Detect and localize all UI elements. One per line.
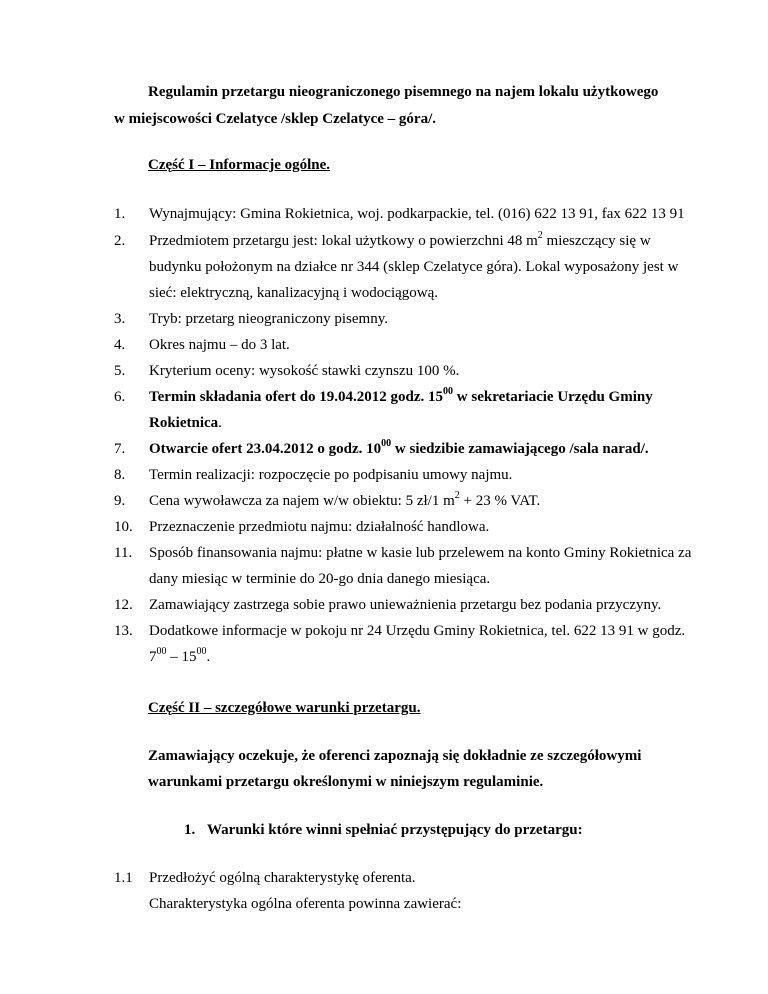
item-number: 1. — [114, 206, 126, 222]
paragraph-number: 1.1 — [114, 870, 133, 886]
item-text-line2: $7^{00} - 15^{00}$. — [149, 646, 211, 665]
item-number: 5. — [114, 363, 126, 379]
paragraph-text: Przedłożyć ogólną charakterystykę oferenta. — [149, 870, 416, 886]
item-text: Cena wywoławcza za najem w/w obiektu: 5 zł/1 $m^2 + 23$ % VAT. — [149, 490, 541, 509]
item-text: Okres najmu – do 3 lat. — [149, 337, 290, 353]
item-number: 11. — [114, 545, 133, 561]
item-number: 3. — [114, 311, 126, 327]
section-title: Warunki które winni spełniać przystępujący do przetargu: — [207, 822, 583, 838]
item-text: Zamawiający zastrzega sobie prawo unieważnienia przetargu bez podania przyczyny. — [149, 597, 662, 613]
item-text: Kryterium oceny: wysokość stawki czynszu 100 %. — [149, 363, 460, 379]
item-text-line2: Rokietnica. — [149, 415, 222, 431]
item-number: 12. — [114, 597, 133, 613]
item-number: 4. — [114, 337, 126, 353]
item-text-line3: sieć: elektryczną, kanalizacyjną i wodociągową. — [149, 285, 439, 301]
section-number: 1. — [184, 822, 196, 838]
item-text: Sposób finansowania najmu: płatne w kasie lub przelewem na konto Gminy Rokietnica za — [149, 545, 692, 561]
part1-heading: Część I – Informacje ogólne. — [148, 157, 331, 173]
item-number: 7. — [114, 441, 126, 457]
item-number: 9. — [114, 493, 126, 509]
document-title-line2: w miejscowości Czelatyce /sklep Czelatyce – góra/. — [114, 111, 436, 127]
item-number: 8. — [114, 467, 126, 483]
item-text: Dodatkowe informacje w pokoju nr 24 Urzędu Gminy Rokietnica, tel. 622 13 91 w godz. — [149, 623, 686, 639]
item-text: Otwarcie ofert 23.04.2012 o godz. $10^{00}$ w siedzibie zamawiającego /sala narad/. — [149, 438, 649, 457]
item-text-line2: budynku położonym na działce nr 344 (sklep Czelatyce góra). Lokal wyposażony jest w — [149, 259, 679, 275]
item-text: Termin składania ofert do 19.04.2012 godz. $15^{00}$ w sekretariacie Urzędu Gminy — [149, 386, 653, 405]
part2-intro-line1: Zamawiający oczekuje, że oferenci zapoznają się dokładnie ze szczegółowymi — [148, 748, 642, 764]
item-text: Wynajmujący: Gmina Rokietnica, woj. podkarpackie, tel. (016) 622 13 91, fax 622 13 91 — [149, 206, 685, 222]
item-text-line2: dany miesiąc w terminie do 20-go dnia danego miesiąca. — [149, 571, 491, 587]
item-number: 2. — [114, 233, 126, 249]
part2-heading: Część II – szczegółowe warunki przetargu. — [148, 700, 421, 716]
item-number: 13. — [114, 623, 133, 639]
item-number: 6. — [114, 389, 126, 405]
item-text: Tryb: przetarg nieograniczony pisemny. — [149, 311, 388, 327]
part2-intro-line2: warunkami przetargu określonymi w niniejszym regulaminie. — [148, 774, 544, 790]
item-text: Przedmiotem przetargu jest: lokal użytkowy o powierzchni 48 $m^2$ mieszczący się w — [149, 230, 651, 249]
document-title-line1: Regulamin przetargu nieograniczonego pisemnego na najem lokalu użytkowego — [148, 84, 659, 100]
item-number: 10. — [114, 519, 133, 535]
paragraph-text-line2: Charakterystyka ogólna oferenta powinna zawierać: — [149, 896, 462, 912]
item-text: Termin realizacji: rozpoczęcie po podpisaniu umowy najmu. — [149, 467, 513, 483]
item-text: Przeznaczenie przedmiotu najmu: działalność handlowa. — [149, 519, 490, 535]
